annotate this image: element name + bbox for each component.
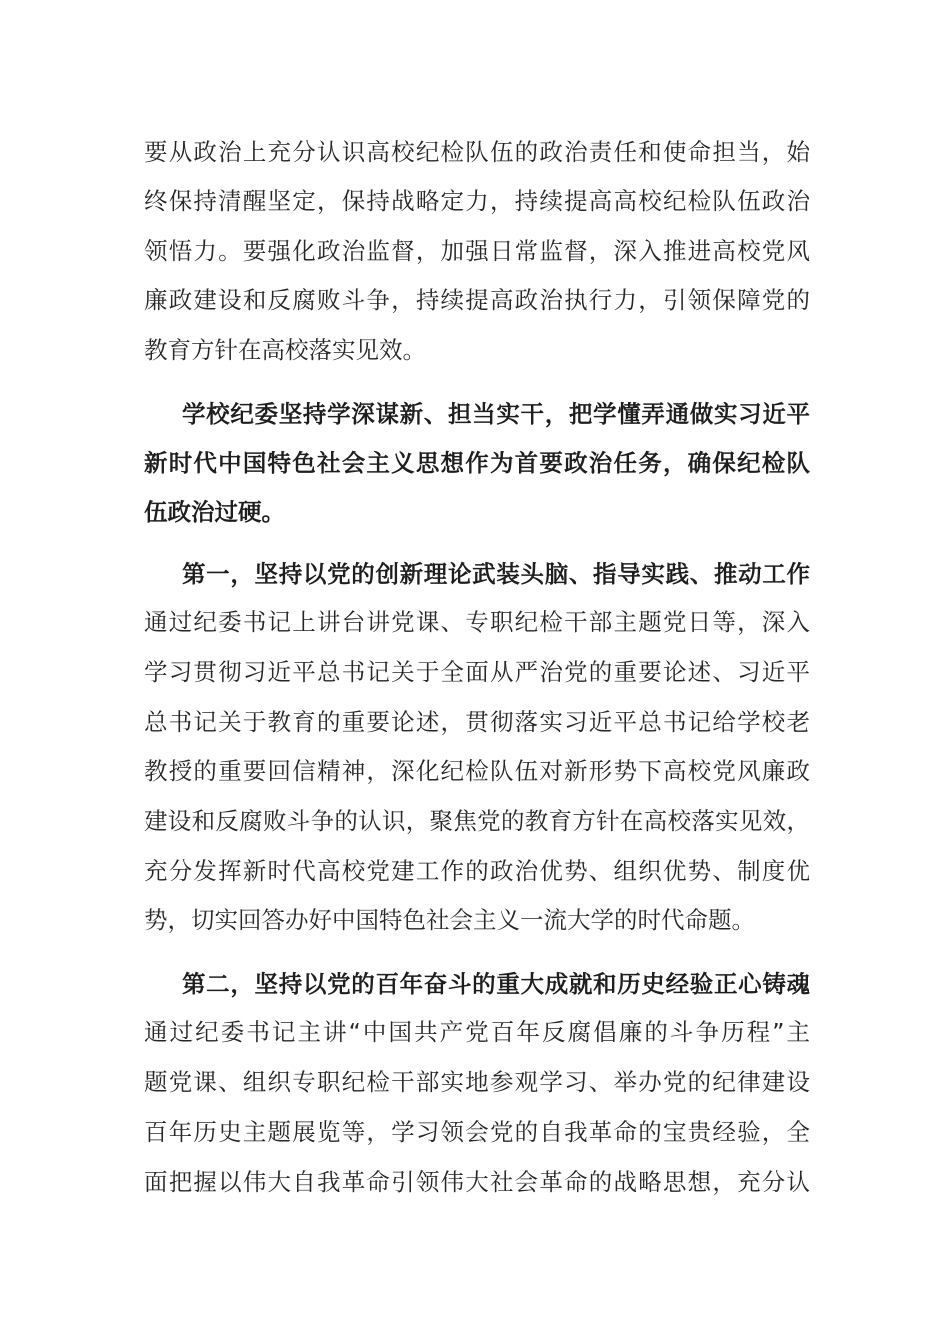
text-line: 充分发挥新时代高校党建工作的政治优势、组织优势、制度优 <box>144 857 810 885</box>
text-line: 总书记关于教育的重要论述，贯彻落实习近平总书记给学校老 <box>144 708 810 736</box>
text-line: 终保持清醒坚定，保持战略定力，持续提高高校纪检队伍政治 <box>144 187 810 215</box>
text-line: 题党课、组织专职纪检干部实地参观学习、举办党的纪律建设 <box>144 1068 810 1096</box>
section-heading-second: 第二，坚持以党的百年奋斗的重大成就和历史经验正心铸魂 <box>182 970 810 998</box>
text-line: 通过纪委书记上讲台讲党课、专职纪检干部主题党日等，深入 <box>144 608 810 636</box>
bold-paragraph-line: 伍政治过硬。 <box>144 498 285 526</box>
text-line: 面把握以伟大自我革命引领伟大社会革命的战略思想，充分认 <box>144 1168 810 1196</box>
text-line: 教授的重要回信精神，深化纪检队伍对新形势下高校党风廉政 <box>144 757 810 785</box>
section-heading-first: 第一，坚持以党的创新理论武装头脑、指导实践、推动工作 <box>182 560 810 588</box>
text-line: 要从政治上充分认识高校纪检队伍的政治责任和使命担当，始 <box>144 138 810 166</box>
text-line: 建设和反腐败斗争的认识，聚焦党的教育方针在高校落实见效， <box>144 807 810 835</box>
text-line: 百年历史主题展览等，学习领会党的自我革命的宝贵经验，全 <box>144 1118 810 1146</box>
text-line: 学习贯彻习近平总书记关于全面从严治党的重要论述、习近平 <box>144 658 810 686</box>
text-line: 势，切实回答办好中国特色社会主义一流大学的时代命题。 <box>144 906 755 934</box>
bold-paragraph-line: 新时代中国特色社会主义思想作为首要政治任务，确保纪检队 <box>144 449 810 477</box>
bold-paragraph-line: 学校纪委坚持学深谋新、担当实干，把学懂弄通做实习近平 <box>182 400 810 428</box>
text-line: 廉政建设和反腐败斗争，持续提高政治执行力，引领保障党的 <box>144 286 810 314</box>
text-line: 领悟力。要强化政治监督，加强日常监督，深入推进高校党风 <box>144 237 810 265</box>
text-line: 教育方针在高校落实见效。 <box>144 336 426 364</box>
text-line: 通过纪委书记主讲“中国共产党百年反腐倡廉的斗争历程”主 <box>144 1018 810 1046</box>
